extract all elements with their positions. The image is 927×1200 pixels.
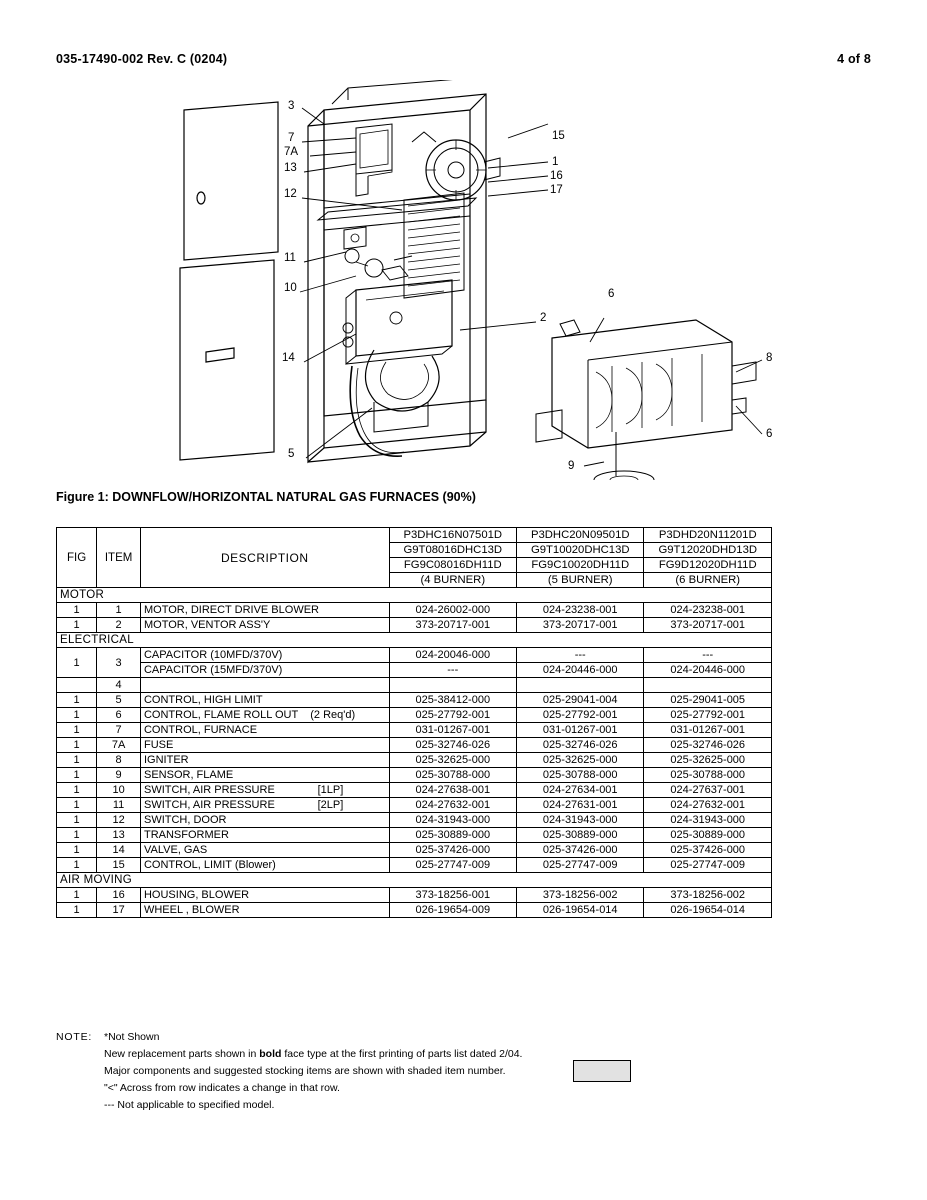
cell-fig: 1 xyxy=(57,828,97,843)
cell-part-model1: 024-26002-000 xyxy=(389,603,516,618)
callout-11: 11 xyxy=(284,252,296,264)
cell-part-model2: 025-32625-000 xyxy=(517,753,644,768)
table-row xyxy=(57,888,772,903)
table-row xyxy=(57,738,772,753)
document-id: 035-17490-002 Rev. C (0204) xyxy=(56,52,228,66)
model-3-burner: (6 BURNER) xyxy=(644,573,772,588)
cell-fig: 1 xyxy=(57,903,97,918)
cell-fig: 1 xyxy=(57,753,97,768)
cell-part-model3: 031-01267-001 xyxy=(644,723,772,738)
cell-part-model3 xyxy=(644,678,772,693)
cell-part-model3: 024-31943-000 xyxy=(644,813,772,828)
cell-fig: 1 xyxy=(57,888,97,903)
cell-fig: 1 xyxy=(57,843,97,858)
cell-fig: 1 xyxy=(57,858,97,873)
cell-part-model2: 025-29041-004 xyxy=(517,693,644,708)
cell-part-model3: 373-20717-001 xyxy=(644,618,772,633)
callout-2: 2 xyxy=(540,312,547,324)
cell-item: 6 xyxy=(97,708,141,723)
cell-part-model2: 024-20446-000 xyxy=(517,663,644,678)
table-header-row xyxy=(57,528,772,543)
notes-label: NOTE: xyxy=(56,1031,93,1043)
section-header-air-moving xyxy=(57,873,772,888)
model-1-line-1: P3DHC16N07501D xyxy=(389,528,516,543)
cell-description: WHEEL , BLOWER xyxy=(140,903,389,918)
cell-part-model3: 024-27632-001 xyxy=(644,798,772,813)
table-row xyxy=(57,753,772,768)
cell-description: MOTOR, VENTOR ASS'Y xyxy=(140,618,389,633)
cell-description: MOTOR, DIRECT DRIVE BLOWER xyxy=(140,603,389,618)
cell-part-model3: 373-18256-002 xyxy=(644,888,772,903)
cell-fig: 1 xyxy=(57,723,97,738)
model-3-line-2: G9T12020DHD13D xyxy=(644,543,772,558)
cell-item: 1 xyxy=(97,603,141,618)
cell-item: 10 xyxy=(97,783,141,798)
callout-7a: 7A xyxy=(284,146,299,158)
cell-part-model1: 024-27638-001 xyxy=(389,783,516,798)
cell-fig: 1 xyxy=(57,813,97,828)
model-2-burner: (5 BURNER) xyxy=(517,573,644,588)
cell-part-model2: 025-27747-009 xyxy=(517,858,644,873)
callout-14: 14 xyxy=(282,352,295,364)
table-row xyxy=(57,708,772,723)
note-major-components: Major components and suggested stocking items are shown with shaded item number. xyxy=(104,1065,506,1077)
cell-fig: 1 xyxy=(57,603,97,618)
cell-fig: 1 xyxy=(57,708,97,723)
page-number: 4 of 8 xyxy=(837,52,871,66)
cell-part-model2: 024-27634-001 xyxy=(517,783,644,798)
note-new-parts xyxy=(104,1046,522,1063)
cell-fig: 1 xyxy=(57,648,97,678)
cell-part-model3: 025-27792-001 xyxy=(644,708,772,723)
cell-description xyxy=(140,678,389,693)
cell-part-model1: 031-01267-001 xyxy=(389,723,516,738)
cell-part-model1: 024-27632-001 xyxy=(389,798,516,813)
cell-item: 3 xyxy=(97,648,141,678)
cell-description: CONTROL, HIGH LIMIT xyxy=(140,693,389,708)
cell-part-model3: 025-29041-005 xyxy=(644,693,772,708)
cell-part-model1: 025-38412-000 xyxy=(389,693,516,708)
figure-caption: Figure 1: DOWNFLOW/HORIZONTAL NATURAL GAS FURNACES (90%) xyxy=(56,490,476,504)
cell-item: 14 xyxy=(97,843,141,858)
cell-part-model2: --- xyxy=(517,648,644,663)
cell-part-model2: 024-27631-001 xyxy=(517,798,644,813)
cell-part-model2 xyxy=(517,678,644,693)
cell-item: 17 xyxy=(97,903,141,918)
cell-part-model1: 025-37426-000 xyxy=(389,843,516,858)
note-new-parts-pre: New replacement parts shown in xyxy=(104,1048,260,1060)
cell-part-model2: 026-19654-014 xyxy=(517,903,644,918)
cell-part-model2: 025-30788-000 xyxy=(517,768,644,783)
callout-10: 10 xyxy=(284,282,297,294)
cell-fig: 1 xyxy=(57,798,97,813)
cell-description: CONTROL, LIMIT (Blower) xyxy=(140,858,389,873)
cell-description: CONTROL, FLAME ROLL OUT (2 Req'd) xyxy=(140,708,389,723)
cell-part-model1: 026-19654-009 xyxy=(389,903,516,918)
callout-7: 7 xyxy=(288,132,295,144)
cell-description: SENSOR, FLAME xyxy=(140,768,389,783)
cell-description: SWITCH, AIR PRESSURE [2LP] xyxy=(140,798,389,813)
cell-item: 8 xyxy=(97,753,141,768)
cell-fig: 1 xyxy=(57,693,97,708)
cell-description: CONTROL, FURNACE xyxy=(140,723,389,738)
cell-part-model2: 025-27792-001 xyxy=(517,708,644,723)
cell-part-model3: 025-32746-026 xyxy=(644,738,772,753)
table-row xyxy=(57,768,772,783)
cell-item: 16 xyxy=(97,888,141,903)
furnace-exploded-diagram xyxy=(56,80,872,480)
cell-item: 12 xyxy=(97,813,141,828)
cell-description: IGNITER xyxy=(140,753,389,768)
section-title: ELECTRICAL xyxy=(57,633,772,648)
cell-part-model1: 025-32625-000 xyxy=(389,753,516,768)
table-row xyxy=(57,678,772,693)
cell-part-model3: 024-20446-000 xyxy=(644,663,772,678)
model-2-line-1: P3DHC20N09501D xyxy=(517,528,644,543)
cell-part-model3: 025-27747-009 xyxy=(644,858,772,873)
cell-item: 11 xyxy=(97,798,141,813)
callout-12: 12 xyxy=(284,188,297,200)
note-new-parts-bold: bold xyxy=(259,1048,282,1060)
table-row xyxy=(57,618,772,633)
cell-part-model1: 025-27747-009 xyxy=(389,858,516,873)
model-1-burner: (4 BURNER) xyxy=(389,573,516,588)
table-row xyxy=(57,858,772,873)
cell-part-model2: 024-31943-000 xyxy=(517,813,644,828)
callout-6-bottom: 6 xyxy=(766,428,773,440)
cell-fig: 1 xyxy=(57,618,97,633)
cell-part-model3: 025-30788-000 xyxy=(644,768,772,783)
model-1-line-3: FG9C08016DH11D xyxy=(389,558,516,573)
header-description: DESCRIPTION xyxy=(140,528,389,588)
cell-item: 13 xyxy=(97,828,141,843)
cell-fig: 1 xyxy=(57,783,97,798)
cell-part-model2: 373-20717-001 xyxy=(517,618,644,633)
table-row xyxy=(57,783,772,798)
table-row xyxy=(57,843,772,858)
cell-part-model2: 024-23238-001 xyxy=(517,603,644,618)
header-fig: FIG xyxy=(57,528,97,588)
cell-part-model3: 025-37426-000 xyxy=(644,843,772,858)
callout-1: 1 xyxy=(552,156,559,168)
section-header-electrical xyxy=(57,633,772,648)
note-not-shown: *Not Shown xyxy=(104,1031,160,1043)
cell-item: 2 xyxy=(97,618,141,633)
table-row xyxy=(57,723,772,738)
cell-fig xyxy=(57,678,97,693)
notes-block xyxy=(56,1029,522,1114)
note-change-indicator: "<" Across from row indicates a change in that row. xyxy=(104,1082,340,1094)
table-row xyxy=(57,903,772,918)
cell-part-model1 xyxy=(389,678,516,693)
cell-description: VALVE, GAS xyxy=(140,843,389,858)
cell-description: FUSE xyxy=(140,738,389,753)
cell-item: 5 xyxy=(97,693,141,708)
table-row xyxy=(57,828,772,843)
cell-part-model3: 026-19654-014 xyxy=(644,903,772,918)
callout-6-top: 6 xyxy=(608,288,615,300)
callout-17: 17 xyxy=(550,184,563,196)
callout-15: 15 xyxy=(552,130,565,142)
cell-fig: 1 xyxy=(57,768,97,783)
cell-part-model1: 025-27792-001 xyxy=(389,708,516,723)
cell-part-model1: 025-32746-026 xyxy=(389,738,516,753)
table-row xyxy=(57,648,772,663)
cell-fig: 1 xyxy=(57,738,97,753)
cell-part-model2: 025-32746-026 xyxy=(517,738,644,753)
shaded-item-legend-box xyxy=(573,1060,631,1082)
cell-description: TRANSFORMER xyxy=(140,828,389,843)
section-title: MOTOR xyxy=(57,588,772,603)
figure-illustration xyxy=(56,80,872,480)
cell-part-model2: 373-18256-002 xyxy=(517,888,644,903)
section-title: AIR MOVING xyxy=(57,873,772,888)
callout-3: 3 xyxy=(288,100,295,112)
cell-part-model2: 025-37426-000 xyxy=(517,843,644,858)
table-row xyxy=(57,663,772,678)
cell-part-model3: 025-32625-000 xyxy=(644,753,772,768)
callout-9: 9 xyxy=(568,460,575,472)
callout-5: 5 xyxy=(288,448,295,460)
model-2-line-3: FG9C10020DH11D xyxy=(517,558,644,573)
cell-description: SWITCH, DOOR xyxy=(140,813,389,828)
cell-part-model3: 024-27637-001 xyxy=(644,783,772,798)
model-3-line-1: P3DHD20N11201D xyxy=(644,528,772,543)
cell-part-model1: 025-30889-000 xyxy=(389,828,516,843)
header-item: ITEM xyxy=(97,528,141,588)
parts-table xyxy=(56,527,772,918)
cell-description: CAPACITOR (15MFD/370V) xyxy=(140,663,389,678)
model-2-line-2: G9T10020DHC13D xyxy=(517,543,644,558)
callout-13: 13 xyxy=(284,162,297,174)
cell-item: 9 xyxy=(97,768,141,783)
callout-16: 16 xyxy=(550,170,563,182)
cell-part-model3: --- xyxy=(644,648,772,663)
table-row xyxy=(57,693,772,708)
cell-description: CAPACITOR (10MFD/370V) xyxy=(140,648,389,663)
cell-description: SWITCH, AIR PRESSURE [1LP] xyxy=(140,783,389,798)
cell-part-model3: 024-23238-001 xyxy=(644,603,772,618)
table-row xyxy=(57,603,772,618)
table-row xyxy=(57,813,772,828)
callout-8: 8 xyxy=(766,352,773,364)
model-3-line-3: FG9D12020DH11D xyxy=(644,558,772,573)
cell-part-model1: 373-20717-001 xyxy=(389,618,516,633)
cell-part-model3: 025-30889-000 xyxy=(644,828,772,843)
cell-part-model1: 373-18256-001 xyxy=(389,888,516,903)
cell-part-model2: 031-01267-001 xyxy=(517,723,644,738)
model-1-line-2: G9T08016DHC13D xyxy=(389,543,516,558)
cell-description: HOUSING, BLOWER xyxy=(140,888,389,903)
section-header-motor xyxy=(57,588,772,603)
cell-item: 15 xyxy=(97,858,141,873)
page-header xyxy=(56,52,871,66)
cell-item: 7A xyxy=(97,738,141,753)
cell-part-model1: 024-31943-000 xyxy=(389,813,516,828)
cell-part-model1: --- xyxy=(389,663,516,678)
cell-part-model2: 025-30889-000 xyxy=(517,828,644,843)
table-row xyxy=(57,798,772,813)
cell-part-model1: 025-30788-000 xyxy=(389,768,516,783)
note-not-applicable: --- Not applicable to specified model. xyxy=(104,1099,275,1111)
cell-part-model1: 024-20046-000 xyxy=(389,648,516,663)
cell-item: 7 xyxy=(97,723,141,738)
cell-item: 4 xyxy=(97,678,141,693)
note-new-parts-post: face type at the first printing of parts list dated 2/04. xyxy=(281,1048,523,1060)
